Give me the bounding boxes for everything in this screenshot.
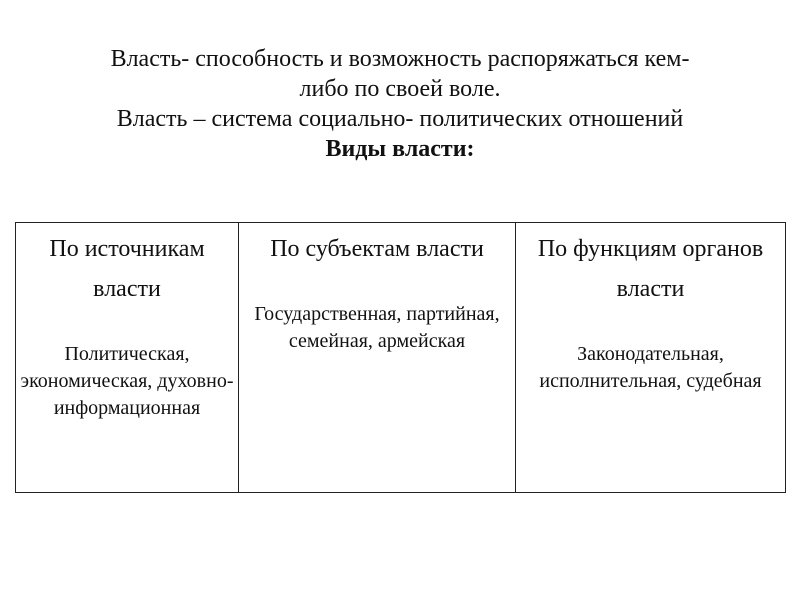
column-title: По субъектам власти [270,236,484,262]
column-items: Государственная, партийная, семейная, армейская [254,303,500,352]
section-heading: Виды власти: [325,136,475,162]
table-cell-by-function [516,223,786,493]
table-cell-by-subject [239,223,516,493]
definition-line-3: Власть – система социально- политических отношений [116,106,684,132]
definition-line-2: либо по своей воле. [299,76,501,102]
column-title: По источникам власти [49,236,205,302]
definition-line-1: Власть- способность и возможность распоряжаться кем- [110,46,690,72]
column-items: Политическая, экономическая, духовно-информационная [20,343,234,419]
intro-text [40,44,760,164]
kinds-of-power-table [15,222,786,493]
column-title: По функциям органов власти [537,236,764,302]
table-row [16,223,786,493]
table-cell-by-source [16,223,239,493]
column-items: Законодательная, исполнительная, судебная [539,343,762,392]
